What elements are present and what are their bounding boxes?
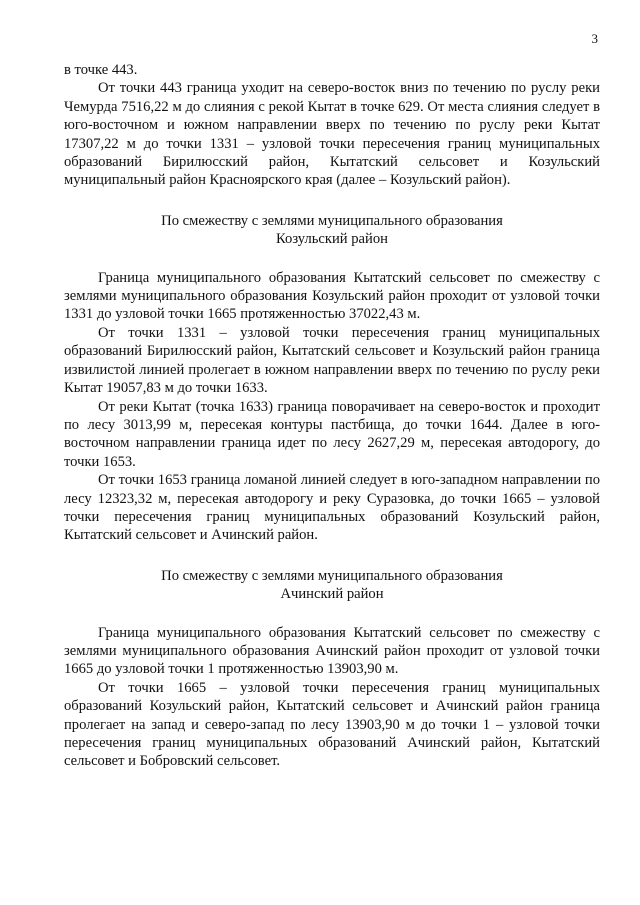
section-heading-kozulsky: [64, 212, 600, 249]
section-heading-line: Козульский район: [276, 231, 388, 248]
document-body: [64, 61, 600, 771]
section-heading-line: По смежеству с землями муниципального образования: [161, 212, 503, 229]
paragraph-chemurda-route: От точки 443 граница уходит на северо-восток вниз по течению по руслу реки Чемурда 7516,22 м до слияния с рекой Кытат в точке 629. От места слияния следует в юго-восточном и южном направлении вверх по течению по руслу реки Кытат 17307,22 м до точки 1331 – узловой точки пересечения границ муниципальных образований Бирилюсский район, Кытатский сельсовет и Козульский муниципальный район Красноярского края (далее – Козульский район).: [64, 80, 600, 189]
paragraph-kozulsky-northeast: От реки Кытат (точка 1633) граница поворачивает на северо-восток и проходит по лесу 3013,99 м, пересекая контуры пастбища, до точки 1644. Далее в юго-восточном направлении граница идет по лесу 2627,29 м, пересекая автодорогу, до точки 1653.: [64, 398, 600, 470]
paragraph-kozulsky-southwest: От точки 1653 граница ломаной линией следует в юго-западном направлении по лесу 12323,32 м, пересекая автодорогу и реку Суразовка, до точки 1665 – узловой точки пересечения границ муниципальных образований Козульский район, Кытатский сельсовет и Ачинский район.: [64, 472, 600, 544]
section-heading-line: Ачинский район: [280, 586, 384, 603]
paragraph-achinsky-summary: Граница муниципального образования Кытатский сельсовет по смежеству с землями муниципального образования Ачинский район проходит от узловой точки 1665 до узловой точки 1 протяженностью 13903,90 м.: [64, 624, 600, 678]
page-number: 3: [591, 31, 598, 46]
paragraph-kozulsky-kytat-river: От точки 1331 – узловой точки пересечения границ муниципальных образований Бирилюсский район, Кытатский сельсовет и Козульский район граница извилистой линией пролегает в южном направлении вверх по течению по руслу реки Кытат 19057,83 м до точки 1633.: [64, 324, 600, 397]
section-heading-line: По смежеству с землями муниципального образования: [161, 567, 503, 584]
paragraph-achinsky-route: От точки 1665 – узловой точки пересечения границ муниципальных образований Козульский район, Кытатский сельсовет и Ачинский район граница пролегает на запад и северо-запад по лесу 13903,90 м до точки 1 – узловой точки пересечения границ муниципальных образований Ачинский район, Кытатский сельсовет и Бобровский сельсовет.: [64, 679, 600, 770]
paragraph-continuation: в точке 443.: [64, 62, 138, 78]
paragraph-kozulsky-summary: Граница муниципального образования Кытатский сельсовет по смежеству с землями муниципального образования Козульский район проходит от узловой точки 1331 до узловой точки 1665 протяженностью 37022,43 м.: [64, 269, 600, 323]
section-heading-achinsky: [64, 567, 600, 604]
